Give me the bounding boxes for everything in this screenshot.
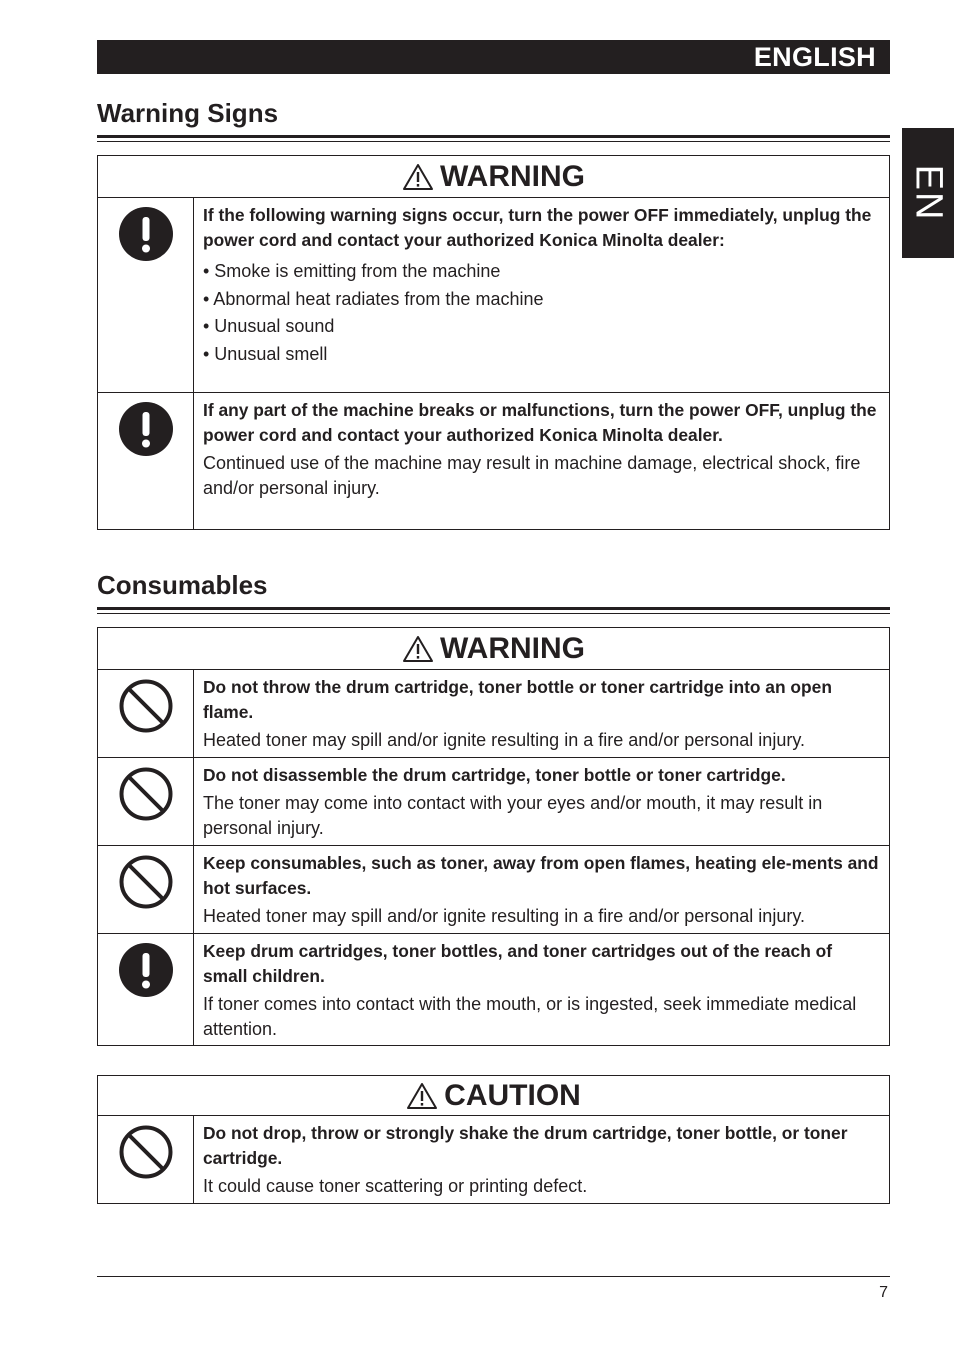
row-text — [194, 846, 889, 933]
mandatory-exclamation-icon — [118, 401, 174, 457]
language-tab-label: EN — [907, 164, 950, 222]
warning-row — [98, 757, 889, 845]
section-title-consumables: Consumables — [97, 570, 268, 600]
warning-triangle-icon — [406, 1082, 438, 1110]
section-rule — [97, 135, 890, 142]
warning-instruction: If any part of the machine breaks or malfunctions, turn the power OFF, unplug the power cord and contact your authorized Konica Minolta dealer. — [203, 400, 877, 445]
icon-cell — [98, 846, 194, 933]
warning-triangle-icon — [402, 635, 434, 663]
warning-box-signs — [97, 155, 890, 530]
caution-explanation: It could cause toner scattering or printing defect. — [203, 1176, 588, 1196]
footer-rule — [97, 1276, 890, 1277]
warning-heading-text: WARNING — [440, 159, 585, 193]
warning-instruction: Do not disassemble the drum cartridge, toner bottle or toner cartridge. — [203, 765, 786, 785]
warning-explanation: Continued use of the machine may result in machine damage, electrical shock, fire and/or personal injury. — [203, 453, 861, 498]
list-item: • Smoke is emitting from the machine — [203, 261, 501, 281]
warning-instruction: Keep consumables, such as toner, away from open flames, heating ele-ments and hot surfaces. — [203, 853, 879, 898]
warning-explanation: If toner comes into contact with the mouth, or is ingested, seek immediate medical attention. — [203, 994, 857, 1039]
warning-instruction: Do not throw the drum cartridge, toner bottle or toner cartridge into an open flame. — [203, 677, 832, 722]
row-text — [194, 198, 889, 392]
row-text — [194, 670, 889, 757]
warning-row — [98, 392, 889, 529]
caution-box — [97, 1075, 890, 1204]
warning-row — [98, 198, 889, 392]
warning-heading-text: WARNING — [440, 631, 585, 665]
warning-heading — [98, 628, 889, 670]
warning-box-consumables — [97, 627, 890, 1046]
warning-row — [98, 670, 889, 757]
mandatory-exclamation-icon — [118, 942, 174, 998]
row-text — [194, 758, 889, 845]
caution-instruction: Do not drop, throw or strongly shake the drum cartridge, toner bottle, or toner cartridge. — [203, 1123, 848, 1168]
icon-cell — [98, 1116, 194, 1203]
warning-instruction: If the following warning signs occur, turn the power OFF immediately, unplug the power cord and contact your authorized Konica Minolta dealer: — [203, 205, 872, 250]
warning-sign-list — [203, 258, 879, 368]
section-title-warning-signs: Warning Signs — [97, 98, 279, 128]
warning-heading — [98, 156, 889, 198]
caution-heading-text: CAUTION — [444, 1078, 581, 1112]
warning-row — [98, 933, 889, 1045]
page-number: 7 — [879, 1284, 888, 1301]
warning-row — [98, 845, 889, 933]
language-side-tab — [902, 128, 954, 258]
mandatory-exclamation-icon — [118, 206, 174, 262]
language-label: ENGLISH — [753, 42, 876, 72]
section-rule — [97, 607, 890, 614]
prohibited-icon — [118, 854, 174, 910]
warning-explanation: Heated toner may spill and/or ignite resulting in a fire and/or personal injury. — [203, 730, 805, 750]
caution-row — [98, 1116, 889, 1203]
warning-explanation: The toner may come into contact with your eyes and/or mouth, it may result in personal injury. — [203, 793, 823, 838]
caution-heading — [98, 1076, 889, 1116]
prohibited-icon — [118, 766, 174, 822]
icon-cell — [98, 934, 194, 1045]
icon-cell — [98, 670, 194, 757]
list-item: • Unusual smell — [203, 343, 328, 364]
row-text — [194, 1116, 889, 1203]
list-item: • Abnormal heat radiates from the machine — [203, 288, 544, 309]
warning-instruction: Keep drum cartridges, toner bottles, and toner cartridges out of the reach of small children. — [203, 941, 833, 986]
language-header-bar — [97, 40, 890, 74]
icon-cell — [98, 758, 194, 845]
prohibited-icon — [118, 678, 174, 734]
list-item: • Unusual sound — [203, 316, 335, 336]
row-text — [194, 934, 889, 1045]
row-text — [194, 393, 889, 529]
warning-explanation: Heated toner may spill and/or ignite resulting in a fire and/or personal injury. — [203, 906, 805, 926]
icon-cell — [98, 393, 194, 529]
warning-triangle-icon — [402, 163, 434, 191]
prohibited-icon — [118, 1124, 174, 1180]
icon-cell — [98, 198, 194, 392]
